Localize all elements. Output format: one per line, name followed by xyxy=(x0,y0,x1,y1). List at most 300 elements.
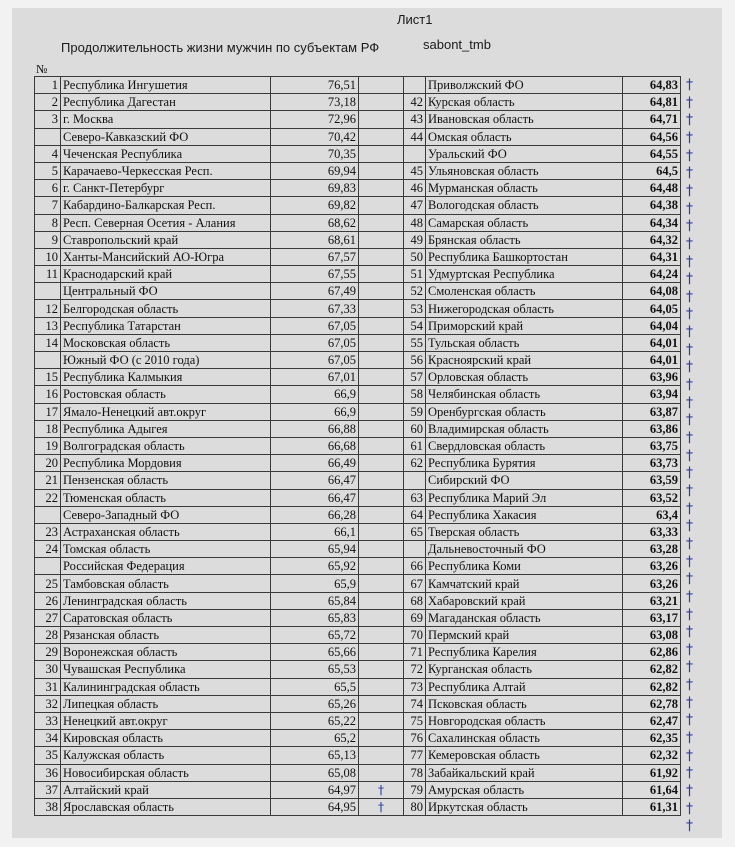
row-number: 77 xyxy=(404,747,426,764)
cross-mark-icon: † xyxy=(686,783,693,800)
row-number: 30 xyxy=(35,661,61,678)
life-expectancy-value: 68,62 xyxy=(271,214,359,231)
region-name: Волгоградская область xyxy=(61,437,271,454)
table-row xyxy=(35,386,404,403)
row-number: 47 xyxy=(404,197,426,214)
spacer-cell xyxy=(359,575,404,592)
spacer-cell xyxy=(359,317,404,334)
life-expectancy-value: 65,84 xyxy=(271,592,359,609)
cross-mark-icon: † xyxy=(686,624,693,641)
table-row xyxy=(359,455,681,472)
region-name: Сибирский ФО xyxy=(426,472,623,489)
cross-mark-icon: † xyxy=(686,518,693,535)
life-expectancy-value: 64,08 xyxy=(623,283,681,300)
row-number: 48 xyxy=(404,214,426,231)
table-row xyxy=(35,609,404,626)
region-name: Ростовская область xyxy=(61,386,271,403)
region-name: Карачаево-Черкесская Респ. xyxy=(61,162,271,179)
spacer-cell xyxy=(359,197,404,214)
life-expectancy-value: 65,9 xyxy=(271,575,359,592)
region-name: г. Санкт-Петербург xyxy=(61,180,271,197)
region-name: Республика Дагестан xyxy=(61,94,271,111)
row-number: 37 xyxy=(35,781,61,798)
life-expectancy-value: 65,83 xyxy=(271,609,359,626)
cross-mark-icon: † xyxy=(686,341,693,358)
spacer-cell xyxy=(359,730,404,747)
table-row xyxy=(35,420,404,437)
region-name: Московская область xyxy=(61,334,271,351)
region-name: Свердловская область xyxy=(426,437,623,454)
table-row xyxy=(35,266,404,283)
cross-mark-icon: † xyxy=(686,694,693,711)
table-row xyxy=(359,352,681,369)
row-number: 28 xyxy=(35,627,61,644)
spacer-cell xyxy=(359,541,404,558)
table-row xyxy=(35,231,404,248)
row-number xyxy=(404,541,426,558)
region-name: Удмуртская Республика xyxy=(426,266,623,283)
cross-mark-icon: † xyxy=(686,465,693,482)
row-number xyxy=(404,77,426,94)
table-row xyxy=(359,128,681,145)
life-expectancy-value: 63,96 xyxy=(623,369,681,386)
row-number: 73 xyxy=(404,678,426,695)
cross-mark-icon: † xyxy=(686,253,693,270)
row-number: 8 xyxy=(35,214,61,231)
life-expectancy-value: 63,17 xyxy=(623,609,681,626)
life-expectancy-value: 63,94 xyxy=(623,386,681,403)
cross-mark-icon: † xyxy=(686,377,693,394)
table-row xyxy=(359,541,681,558)
region-name: Воронежская область xyxy=(61,644,271,661)
cross-mark-icon: † xyxy=(686,394,693,411)
life-expectancy-value: 63,26 xyxy=(623,558,681,575)
table-row xyxy=(359,317,681,334)
table-row xyxy=(35,214,404,231)
spacer-cell xyxy=(359,334,404,351)
row-number: 66 xyxy=(404,558,426,575)
region-name: Псковская область xyxy=(426,695,623,712)
life-expectancy-value: 66,49 xyxy=(271,455,359,472)
cross-mark-icon: † xyxy=(686,677,693,694)
region-name: Республика Хакасия xyxy=(426,506,623,523)
life-expectancy-value: 66,28 xyxy=(271,506,359,523)
life-expectancy-value: 65,92 xyxy=(271,558,359,575)
table-row xyxy=(35,695,404,712)
cross-mark-icon: † xyxy=(686,447,693,464)
region-name: Вологодская область xyxy=(426,197,623,214)
region-name: Приволжский ФО xyxy=(426,77,623,94)
row-number: 50 xyxy=(404,248,426,265)
spacer-cell xyxy=(359,489,404,506)
cross-mark-icon: † xyxy=(686,730,693,747)
table-row xyxy=(35,644,404,661)
region-name: Иркутская область xyxy=(426,798,623,815)
row-number: 13 xyxy=(35,317,61,334)
region-name: Центральный ФО xyxy=(61,283,271,300)
row-number: 24 xyxy=(35,541,61,558)
region-name: Владимирская область xyxy=(426,420,623,437)
life-expectancy-value: 72,96 xyxy=(271,111,359,128)
table-row xyxy=(35,145,404,162)
spacer-cell xyxy=(359,455,404,472)
life-expectancy-value: 63,33 xyxy=(623,523,681,540)
region-name: Красноярский край xyxy=(426,352,623,369)
region-name: Тульская область xyxy=(426,334,623,351)
sheet-title: Лист1 xyxy=(397,12,433,27)
row-number: 58 xyxy=(404,386,426,403)
table-row xyxy=(359,145,681,162)
spacer-cell xyxy=(359,214,404,231)
life-expectancy-value: 67,05 xyxy=(271,334,359,351)
cross-mark-icon: † xyxy=(686,412,693,429)
row-number: 7 xyxy=(35,197,61,214)
table-row xyxy=(35,197,404,214)
life-expectancy-value: 65,66 xyxy=(271,644,359,661)
row-number: 71 xyxy=(404,644,426,661)
life-expectancy-value: 66,47 xyxy=(271,489,359,506)
region-name: Брянская область xyxy=(426,231,623,248)
row-number: 43 xyxy=(404,111,426,128)
spacer-cell xyxy=(359,266,404,283)
life-expectancy-value: 62,86 xyxy=(623,644,681,661)
region-name: Ненецкий авт.округ xyxy=(61,712,271,729)
life-expectancy-value: 63,73 xyxy=(623,455,681,472)
region-name: Хабаровский край xyxy=(426,592,623,609)
region-name: Республика Ингушетия xyxy=(61,77,271,94)
row-number: 69 xyxy=(404,609,426,626)
spacer-cell xyxy=(359,420,404,437)
row-number: 70 xyxy=(404,627,426,644)
row-number xyxy=(35,128,61,145)
spacer-cell xyxy=(359,369,404,386)
life-expectancy-value: 64,56 xyxy=(623,128,681,145)
life-expectancy-value: 66,1 xyxy=(271,523,359,540)
spacer-cell xyxy=(359,695,404,712)
table-row xyxy=(35,162,404,179)
table-row xyxy=(35,352,404,369)
row-number: 63 xyxy=(404,489,426,506)
table-row xyxy=(359,248,681,265)
region-name: Челябинская область xyxy=(426,386,623,403)
cross-mark-icon: † xyxy=(686,359,693,376)
life-expectancy-value: 65,5 xyxy=(271,678,359,695)
row-number: 10 xyxy=(35,248,61,265)
life-expectancy-value: 64,24 xyxy=(623,266,681,283)
region-name: Рязанская область xyxy=(61,627,271,644)
table-row xyxy=(359,678,681,695)
table-row xyxy=(35,781,404,798)
life-expectancy-value: 63,08 xyxy=(623,627,681,644)
row-number: 25 xyxy=(35,575,61,592)
region-name: Тамбовская область xyxy=(61,575,271,592)
table-row xyxy=(35,712,404,729)
region-name: Новосибирская область xyxy=(61,764,271,781)
cross-mark-icon: † xyxy=(686,765,693,782)
spacer-cell xyxy=(359,798,404,815)
life-expectancy-value: 64,32 xyxy=(623,231,681,248)
table-row xyxy=(35,180,404,197)
table-row xyxy=(359,781,681,798)
life-expectancy-value: 67,33 xyxy=(271,300,359,317)
region-name: Дальневосточный ФО xyxy=(426,541,623,558)
table-row xyxy=(35,798,404,815)
cross-mark-icon: † xyxy=(686,659,693,676)
table-row xyxy=(35,506,404,523)
row-number: 68 xyxy=(404,592,426,609)
cross-mark-icon: † xyxy=(686,77,693,93)
row-number xyxy=(35,506,61,523)
table-row xyxy=(359,627,681,644)
life-expectancy-value: 66,9 xyxy=(271,386,359,403)
life-expectancy-value: 76,51 xyxy=(271,77,359,94)
table-row xyxy=(359,77,681,94)
region-name: Калужская область xyxy=(61,747,271,764)
row-number: 59 xyxy=(404,403,426,420)
region-name: Саратовская область xyxy=(61,609,271,626)
table-row xyxy=(35,128,404,145)
region-name: Алтайский край xyxy=(61,781,271,798)
table-row xyxy=(359,111,681,128)
table-row xyxy=(35,489,404,506)
row-number: 72 xyxy=(404,661,426,678)
table-row xyxy=(359,162,681,179)
author-tag: sabont_tmb xyxy=(423,37,491,52)
table-row xyxy=(359,523,681,540)
spacer-cell xyxy=(359,661,404,678)
row-number: 31 xyxy=(35,678,61,695)
life-expectancy-value: 66,9 xyxy=(271,403,359,420)
region-name: Уральский ФО xyxy=(426,145,623,162)
row-number: 3 xyxy=(35,111,61,128)
spacer-cell xyxy=(359,678,404,695)
cross-mark-icon: † xyxy=(686,165,693,182)
region-name: г. Москва xyxy=(61,111,271,128)
life-expectancy-value: 66,68 xyxy=(271,437,359,454)
region-name: Северо-Западный ФО xyxy=(61,506,271,523)
table-row xyxy=(35,77,404,94)
row-number: 27 xyxy=(35,609,61,626)
document-title: Продолжительность жизни мужчин по субъектам РФ xyxy=(61,40,380,55)
region-name: Чувашская Республика xyxy=(61,661,271,678)
table-row xyxy=(359,798,681,815)
region-name: Республика Карелия xyxy=(426,644,623,661)
life-expectancy-value: 64,01 xyxy=(623,352,681,369)
table-row xyxy=(359,94,681,111)
region-name: Южный ФО (с 2010 года) xyxy=(61,352,271,369)
table-row xyxy=(359,506,681,523)
row-number: 46 xyxy=(404,180,426,197)
life-expectancy-value: 69,94 xyxy=(271,162,359,179)
cross-mark-icon: † xyxy=(686,571,693,588)
row-number: 14 xyxy=(35,334,61,351)
life-expectancy-value: 67,55 xyxy=(271,266,359,283)
life-expectancy-value: 64,04 xyxy=(623,317,681,334)
spacer-cell xyxy=(359,472,404,489)
table-row xyxy=(35,111,404,128)
cross-mark-icon: † xyxy=(686,235,693,252)
life-expectancy-value: 64,38 xyxy=(623,197,681,214)
row-number: 34 xyxy=(35,730,61,747)
life-expectancy-value: 64,34 xyxy=(623,214,681,231)
region-name: Кабардино-Балкарская Респ. xyxy=(61,197,271,214)
row-number: 33 xyxy=(35,712,61,729)
region-name: Самарская область xyxy=(426,214,623,231)
spacer-cell xyxy=(359,627,404,644)
life-expectancy-value: 64,48 xyxy=(623,180,681,197)
spacer-cell xyxy=(359,248,404,265)
region-name: Кемеровская область xyxy=(426,747,623,764)
row-number: 19 xyxy=(35,437,61,454)
life-expectancy-value: 63,86 xyxy=(623,420,681,437)
table-row xyxy=(359,197,681,214)
row-number: 62 xyxy=(404,455,426,472)
table-row xyxy=(359,386,681,403)
region-name: Камчатский край xyxy=(426,575,623,592)
table-row xyxy=(35,661,404,678)
table-row xyxy=(35,403,404,420)
spacer-cell xyxy=(359,609,404,626)
row-number xyxy=(404,145,426,162)
life-expectancy-value: 67,01 xyxy=(271,369,359,386)
row-number: 76 xyxy=(404,730,426,747)
region-name: Краснодарский край xyxy=(61,266,271,283)
life-expectancy-value: 67,49 xyxy=(271,283,359,300)
cross-mark-icon: † xyxy=(377,798,385,814)
spacer-cell xyxy=(359,283,404,300)
cross-mark-icon: † xyxy=(686,818,693,835)
region-name: Чеченская Республика xyxy=(61,145,271,162)
life-expectancy-value: 64,95 xyxy=(271,798,359,815)
row-number: 9 xyxy=(35,231,61,248)
table-row xyxy=(35,437,404,454)
row-number: 80 xyxy=(404,798,426,815)
spacer-cell xyxy=(359,437,404,454)
spacer-cell xyxy=(359,592,404,609)
row-number: 55 xyxy=(404,334,426,351)
life-expectancy-value: 62,78 xyxy=(623,695,681,712)
life-expectancy-value: 64,81 xyxy=(623,94,681,111)
spacer-cell xyxy=(359,386,404,403)
life-expectancy-value: 65,13 xyxy=(271,747,359,764)
row-number: 21 xyxy=(35,472,61,489)
spacer-cell xyxy=(359,781,404,798)
region-name: Ставропольский край xyxy=(61,231,271,248)
row-number: 54 xyxy=(404,317,426,334)
number-column-header: № xyxy=(36,62,48,76)
row-number: 64 xyxy=(404,506,426,523)
table-row xyxy=(359,644,681,661)
table-row xyxy=(359,369,681,386)
table-row xyxy=(359,300,681,317)
right-table xyxy=(358,76,681,816)
region-name: Республика Коми xyxy=(426,558,623,575)
life-expectancy-value: 62,32 xyxy=(623,747,681,764)
spacer-cell xyxy=(359,180,404,197)
region-name: Ханты-Мансийский АО-Югра xyxy=(61,248,271,265)
region-name: Амурская область xyxy=(426,781,623,798)
life-expectancy-value: 67,05 xyxy=(271,352,359,369)
region-name: Сахалинская область xyxy=(426,730,623,747)
table-row xyxy=(359,420,681,437)
table-row xyxy=(359,747,681,764)
region-name: Приморский край xyxy=(426,317,623,334)
life-expectancy-value: 65,53 xyxy=(271,661,359,678)
cross-mark-icon: † xyxy=(686,430,693,447)
table-row xyxy=(359,180,681,197)
row-number: 29 xyxy=(35,644,61,661)
cross-mark-icon: † xyxy=(377,781,385,797)
region-name: Оренбургская область xyxy=(426,403,623,420)
region-name: Липецкая область xyxy=(61,695,271,712)
life-expectancy-value: 67,05 xyxy=(271,317,359,334)
spacer-cell xyxy=(359,644,404,661)
row-number: 5 xyxy=(35,162,61,179)
row-number: 12 xyxy=(35,300,61,317)
life-expectancy-value: 67,57 xyxy=(271,248,359,265)
life-expectancy-value: 63,87 xyxy=(623,403,681,420)
region-name: Орловская область xyxy=(426,369,623,386)
spacer-cell xyxy=(359,231,404,248)
table-row xyxy=(35,455,404,472)
table-row xyxy=(359,214,681,231)
region-name: Российская Федерация xyxy=(61,558,271,575)
life-expectancy-value: 63,59 xyxy=(623,472,681,489)
table-row xyxy=(35,558,404,575)
life-expectancy-value: 65,72 xyxy=(271,627,359,644)
life-expectancy-value: 65,26 xyxy=(271,695,359,712)
cross-mark-icon: † xyxy=(686,147,693,164)
row-number: 75 xyxy=(404,712,426,729)
table-row xyxy=(35,94,404,111)
region-name: Респ. Северная Осетия - Алания xyxy=(61,214,271,231)
life-expectancy-value: 65,2 xyxy=(271,730,359,747)
life-expectancy-value: 63,28 xyxy=(623,541,681,558)
life-expectancy-value: 64,97 xyxy=(271,781,359,798)
life-expectancy-value: 68,61 xyxy=(271,231,359,248)
row-number: 57 xyxy=(404,369,426,386)
life-expectancy-value: 65,08 xyxy=(271,764,359,781)
region-name: Томская область xyxy=(61,541,271,558)
table-row xyxy=(359,575,681,592)
life-expectancy-value: 63,21 xyxy=(623,592,681,609)
cross-mark-icon: † xyxy=(686,800,693,817)
cross-mark-icon: † xyxy=(686,324,693,341)
table-row xyxy=(35,730,404,747)
row-number: 22 xyxy=(35,489,61,506)
region-name: Калининградская область xyxy=(61,678,271,695)
row-number: 56 xyxy=(404,352,426,369)
cross-mark-icon: † xyxy=(686,306,693,323)
row-number: 1 xyxy=(35,77,61,94)
row-number: 16 xyxy=(35,386,61,403)
row-number: 15 xyxy=(35,369,61,386)
row-number: 6 xyxy=(35,180,61,197)
row-number: 67 xyxy=(404,575,426,592)
table-row xyxy=(35,317,404,334)
spacer-cell xyxy=(359,77,404,94)
life-expectancy-value: 62,82 xyxy=(623,678,681,695)
life-expectancy-value: 64,5 xyxy=(623,162,681,179)
table-row xyxy=(35,523,404,540)
table-row xyxy=(359,558,681,575)
life-expectancy-value: 62,47 xyxy=(623,712,681,729)
region-name: Республика Татарстан xyxy=(61,317,271,334)
life-expectancy-value: 69,83 xyxy=(271,180,359,197)
table-row xyxy=(35,764,404,781)
table-row xyxy=(35,627,404,644)
region-name: Ленинградская область xyxy=(61,592,271,609)
